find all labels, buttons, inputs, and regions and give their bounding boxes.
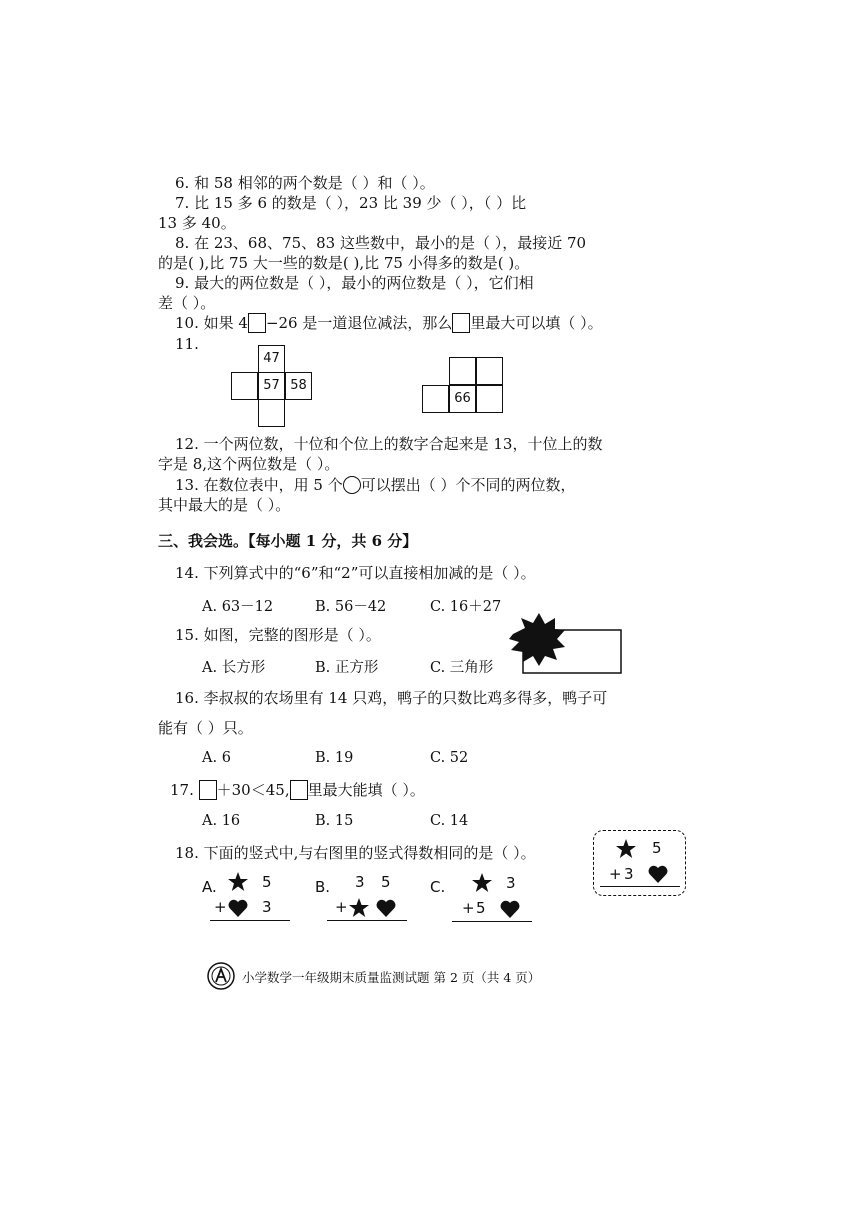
option-c-top-digit: 3	[506, 874, 516, 892]
q16-option-c: C. 52	[430, 750, 469, 766]
grid-cell	[449, 357, 476, 385]
option-a-top-digit: 5	[262, 873, 272, 891]
q17	[170, 780, 425, 800]
sum-line	[452, 921, 532, 922]
q17-number: 17.	[170, 781, 194, 799]
answer-box	[199, 780, 217, 800]
q7-line1: 7. 比 15 多 6 的数是（ ），23 比 39 少（ ），（ ）比	[175, 194, 527, 212]
option-b-top-digit-1: 3	[355, 873, 365, 891]
q9-line1: 9. 最大的两位数是（ ），最小的两位数是（ ），它们相	[175, 274, 534, 292]
q17-post: 里最大能填（ ）。	[307, 781, 425, 799]
sum-line	[327, 920, 407, 921]
q15-figure	[505, 612, 630, 677]
star-icon	[472, 873, 492, 893]
heart-icon	[500, 900, 520, 918]
grid-cell	[476, 385, 503, 413]
q10-mid: −26 是一道退位减法，那么	[265, 314, 453, 332]
q10-pre: 10. 如果 4	[175, 314, 248, 332]
ink-blot-icon	[509, 613, 565, 666]
q10	[175, 313, 603, 333]
option-a-bottom-digit: 3	[262, 898, 272, 916]
q18-option-a	[200, 868, 295, 923]
star-icon	[349, 898, 369, 918]
q17-option-c: C. 14	[430, 813, 469, 829]
q14-option-c: C. 16＋27	[430, 599, 502, 615]
q17-option-b: B. 15	[315, 813, 354, 829]
q15-option-a: A. 长方形	[202, 660, 266, 676]
q18-reference-box	[593, 830, 686, 896]
grid-cell-66: 66	[449, 385, 476, 413]
page-footer: 小学数学一年级期末质量监测试题 第 2 页（共 4 页）	[242, 970, 541, 985]
grid-cell-left	[231, 372, 258, 400]
q14: 14. 下列算式中的“6”和“2”可以直接相加减的是（ ）。	[175, 564, 536, 582]
q13-line2: 其中最大的是（ ）。	[158, 496, 291, 514]
q12-line2: 字是 8,这个两位数是（ ）。	[158, 455, 340, 473]
q17-mid: ＋30＜45,	[216, 781, 290, 799]
q10-post: 里最大可以填（ ）。	[470, 314, 603, 332]
option-b-label: B.	[315, 878, 331, 896]
q18: 18. 下面的竖式中,与右图里的竖式得数相同的是（ ）。	[175, 844, 536, 862]
answer-box	[452, 313, 470, 333]
grid-cell-bottom	[258, 399, 285, 427]
q16-option-b: B. 19	[315, 750, 354, 766]
q12-line1: 12. 一个两位数，十位和个位上的数字合起来是 13，十位上的数	[175, 435, 603, 453]
q15-option-c: C. 三角形	[430, 660, 494, 676]
plus-sign: +	[609, 865, 622, 883]
ref-top-digit: 5	[652, 839, 662, 857]
q16-option-a: A. 6	[202, 750, 231, 766]
q9-line2: 差（ ）。	[158, 294, 216, 312]
sum-line	[210, 920, 290, 921]
q6: 6. 和 58 相邻的两个数是（ ）和（ ）。	[175, 174, 435, 192]
q16-line1: 16. 李叔叔的农场里有 14 只鸡，鸭子的只数比鸡多得多，鸭子可	[175, 689, 608, 707]
plus-sign: +	[335, 898, 348, 916]
option-c-label: C.	[430, 878, 446, 896]
grid-cell	[422, 385, 449, 413]
circle-icon	[343, 476, 361, 494]
answer-box	[290, 780, 308, 800]
school-logo-icon	[207, 962, 235, 990]
option-b-top-digit-2: 5	[381, 873, 391, 891]
heart-icon	[228, 899, 248, 917]
q16-line2: 能有（ ）只。	[158, 719, 253, 737]
star-icon	[616, 839, 636, 859]
q13-pre: 13. 在数位表中，用 5 个	[175, 476, 343, 494]
q15: 15. 如图，完整的图形是（ ）。	[175, 626, 381, 644]
grid-cell	[476, 357, 503, 385]
star-icon	[228, 872, 248, 892]
option-a-label: A.	[202, 878, 217, 896]
q13-post: 可以摆出（ ）个不同的两位数，	[360, 476, 576, 494]
q17-option-a: A. 16	[202, 813, 241, 829]
q14-option-b: B. 56－42	[315, 599, 387, 615]
grid-cell-top: 47	[258, 345, 285, 373]
q13-line1	[175, 475, 576, 495]
q8-line2: 的是( ),比 75 大一些的数是( ),比 75 小得多的数是( )。	[158, 254, 530, 272]
grid-cell-center: 57	[258, 372, 285, 400]
q18-option-c	[428, 868, 533, 923]
plus-sign: +	[214, 898, 227, 916]
heart-icon	[376, 899, 396, 917]
q8-line1: 8. 在 23、68、75、83 这些数中，最小的是（ ），最接近 70	[175, 234, 587, 252]
option-c-bottom-digit: 5	[476, 899, 486, 917]
q15-option-b: B. 正方形	[315, 660, 379, 676]
answer-box	[248, 313, 266, 333]
section-3-heading: 三、我会选。【每小题 1 分，共 6 分】	[158, 532, 418, 550]
ref-bottom-digit: 3	[624, 865, 634, 883]
sum-line	[600, 886, 680, 887]
plus-sign: +	[462, 899, 475, 917]
q11: 11.	[175, 335, 199, 353]
q14-option-a: A. 63－12	[202, 599, 274, 615]
q7-line2: 13 多 40。	[158, 214, 236, 232]
heart-icon	[648, 865, 668, 883]
q18-option-b	[315, 868, 410, 923]
grid-cell-right: 58	[285, 372, 312, 400]
